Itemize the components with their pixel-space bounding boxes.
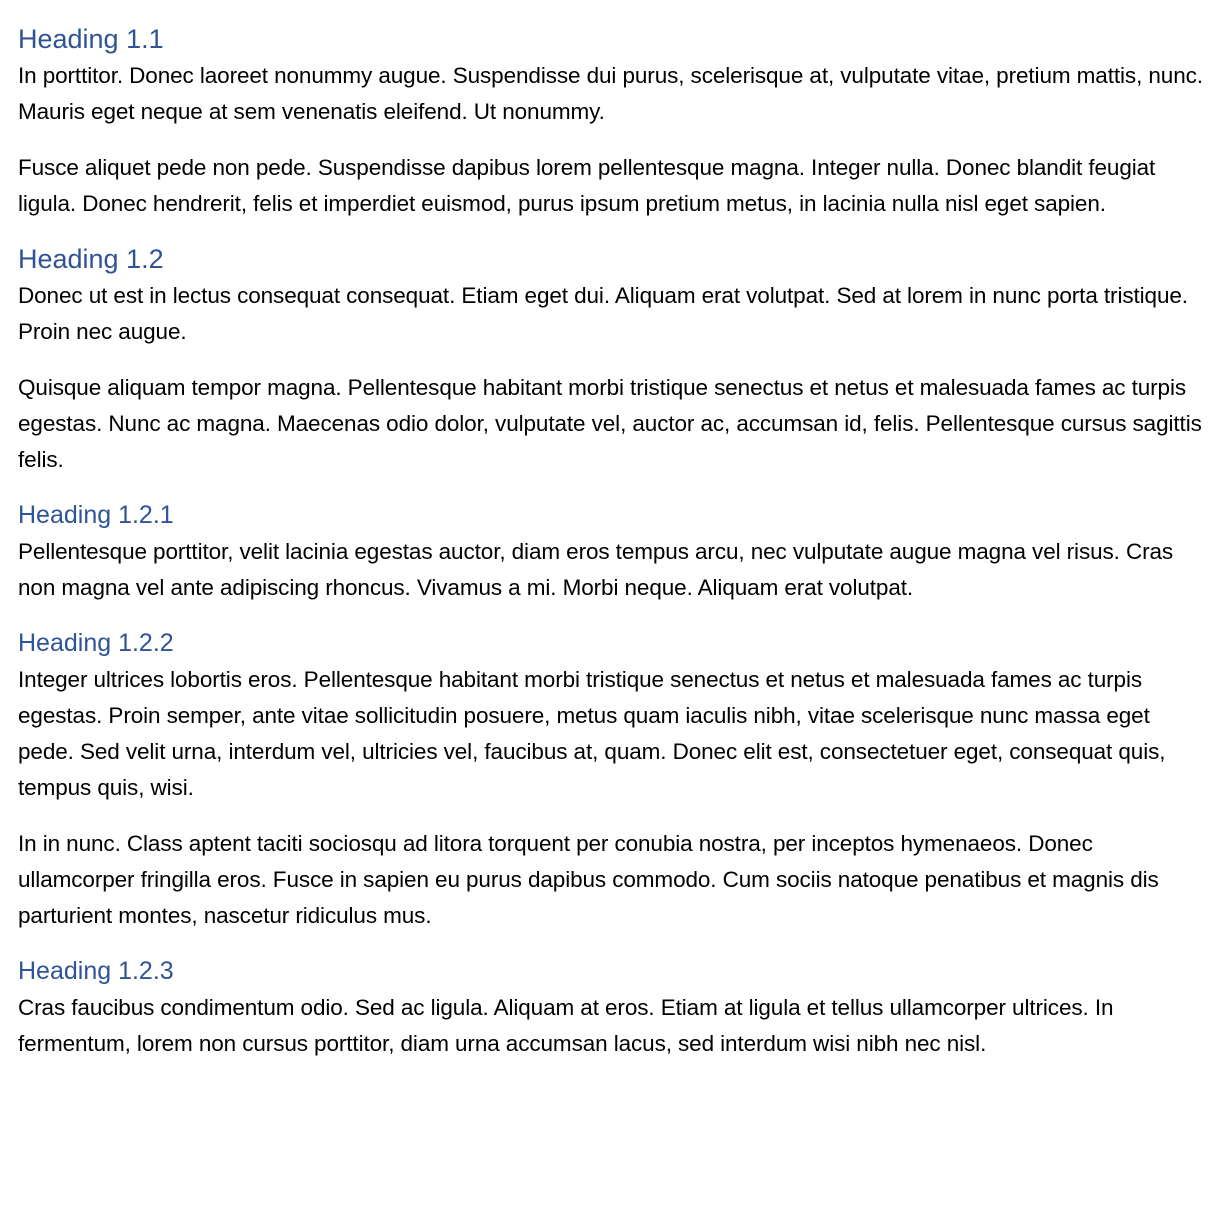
paragraph: Pellentesque porttitor, velit lacinia egestas auctor, diam eros tempus arcu, nec vulputate augue magna vel risus. Cras non magna vel ante adipiscing rhoncus. Vivamus a mi. Morbi neque. Aliquam erat volutpat. — [18, 539, 1174, 600]
section-1-2-3 — [18, 952, 1208, 1062]
section-1-2-2 — [18, 624, 1208, 934]
paragraph: Quisque aliquam tempor magna. Pellentesque habitant morbi tristique senectus et netus et malesuada fames ac turpis egestas. Nunc ac magna. Maecenas odio dolor, vulputate vel, auctor ac, accumsan id, felis. Pellentesque cursus sagittis felis. — [18, 375, 1202, 472]
heading-1-2-1: Heading 1.2.1 — [18, 501, 174, 529]
paragraph: Fusce aliquet pede non pede. Suspendisse dapibus lorem pellentesque magna. Integer nulla. Donec blandit feugiat ligula. Donec hendrerit, felis et imperdiet euismod, purus ipsum pretium metus, in lacinia nulla nisl eget sapien. — [18, 155, 1156, 216]
section-1-1 — [18, 20, 1208, 222]
heading-1-2: Heading 1.2 — [18, 244, 164, 274]
paragraph: In in nunc. Class aptent taciti sociosqu ad litora torquent per conubia nostra, per inceptos hymenaeos. Donec ullamcorper fringilla eros. Fusce in sapien eu purus dapibus commodo. Cum sociis natoque penatibus et magnis dis parturient montes, nascetur ridiculus mus. — [18, 831, 1159, 928]
section-1-2 — [18, 240, 1208, 478]
section-1-2-1 — [18, 496, 1208, 606]
heading-1-2-3: Heading 1.2.3 — [18, 957, 174, 985]
paragraph: Cras faucibus condimentum odio. Sed ac ligula. Aliquam at eros. Etiam at ligula et tellus ullamcorper ultrices. In fermentum, lorem non cursus porttitor, diam urna accumsan lacus, sed interdum wisi nibh nec nisl. — [18, 995, 1114, 1056]
paragraph: Donec ut est in lectus consequat consequat. Etiam eget dui. Aliquam erat volutpat. Sed at lorem in nunc porta tristique. Proin nec augue. — [18, 283, 1188, 344]
paragraph: Integer ultrices lobortis eros. Pellentesque habitant morbi tristique senectus et netus et malesuada fames ac turpis egestas. Proin semper, ante vitae sollicitudin posuere, metus quam iaculis nibh, vitae scelerisque nunc massa eget pede. Sed velit urna, interdum vel, ultricies vel, faucibus at, quam. Donec elit est, consectetuer eget, consequat quis, tempus quis, wisi. — [18, 667, 1166, 800]
heading-1-2-2: Heading 1.2.2 — [18, 629, 174, 657]
document-page — [18, 20, 1208, 1080]
paragraph: In porttitor. Donec laoreet nonummy augue. Suspendisse dui purus, scelerisque at, vulputate vitae, pretium mattis, nunc. Mauris eget neque at sem venenatis eleifend. Ut nonummy. — [18, 63, 1203, 124]
heading-1-1: Heading 1.1 — [18, 24, 164, 54]
